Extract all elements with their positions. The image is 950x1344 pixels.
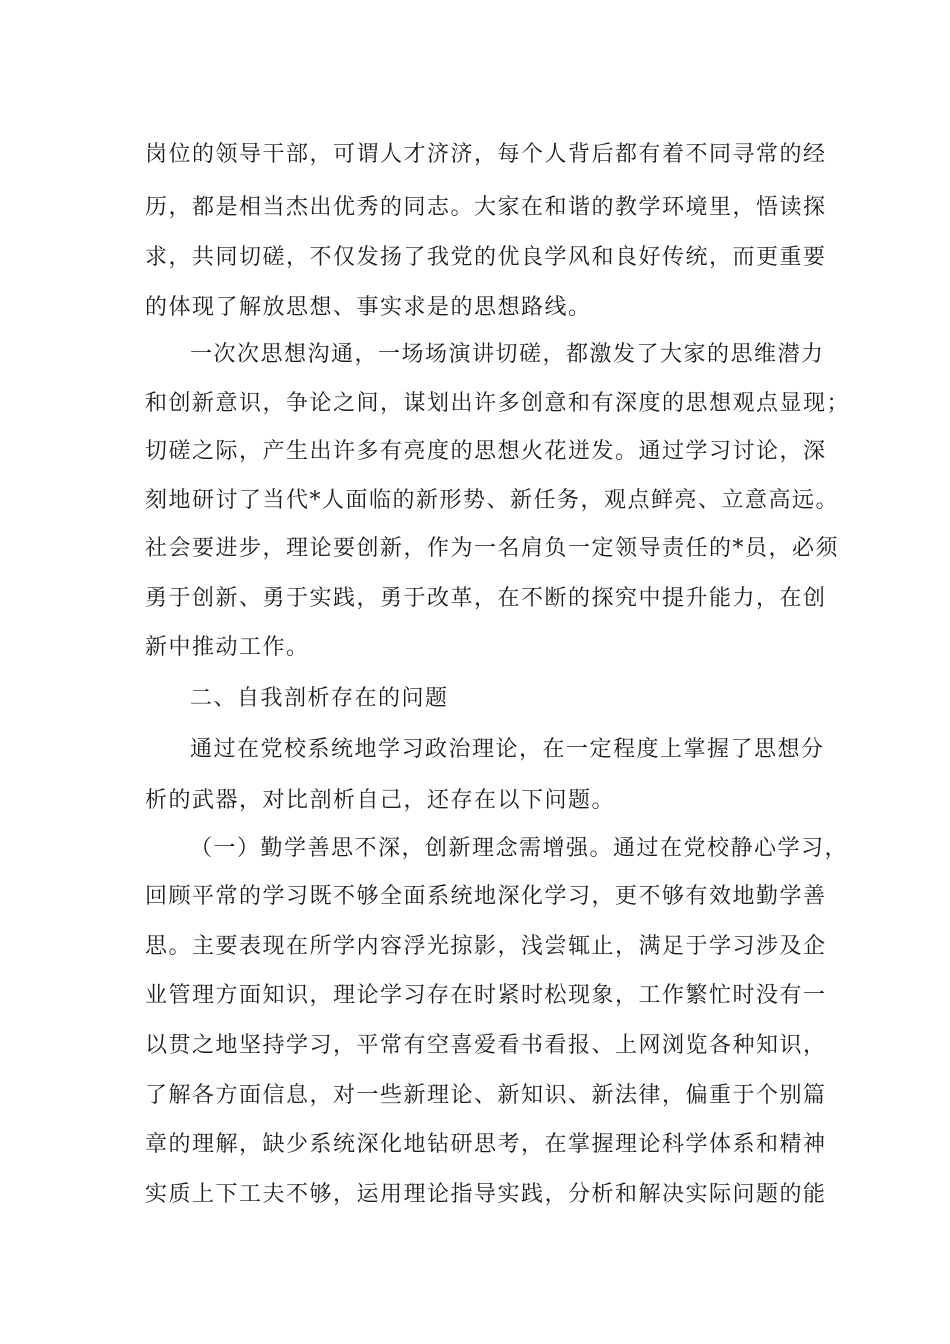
text-line: 切磋之际，产生出许多有亮度的思想火花迸发。通过学习讨论，深	[145, 439, 827, 464]
text-line: 的体现了解放思想、事实求是的思想路线。	[145, 295, 592, 320]
text-line: 了解各方面信息，对一些新理论、新知识、新法律，偏重于个别篇	[145, 1083, 827, 1108]
text-line: 实质上下工夫不够，运用理论指导实践，分析和解决实际问题的能	[145, 1182, 827, 1207]
paragraph-first-line: 通过在党校系统地学习政治理论，在一定程度上掌握了思想分	[190, 737, 825, 762]
text-line: 业管理方面知识，理论学习存在时紧时松现象，工作繁忙时没有一	[145, 983, 827, 1008]
paragraph-first-line: 一次次思想沟通，一场场演讲切磋，都激发了大家的思维潜力	[190, 342, 825, 367]
text-line: 求，共同切磋，不仅发扬了我党的优良学风和良好传统，而更重要	[145, 245, 827, 270]
text-line: 章的理解，缺少系统深化地钻研思考，在掌握理论科学体系和精神	[145, 1132, 827, 1157]
text-line: 刻地研讨了当代*人面临的新形势、新任务，观点鲜亮、立意高远。	[145, 488, 840, 513]
text-line: 岗位的领导干部，可谓人才济济，每个人背后都有着不同寻常的经	[145, 142, 827, 167]
text-line: 新中推动工作。	[145, 635, 310, 660]
text-line: 以贯之地坚持学习，平常有空喜爱看书看报、上网浏览各种知识，	[145, 1033, 827, 1058]
text-line: 析的武器，对比剖析自己，还存在以下问题。	[145, 788, 616, 813]
paragraph-first-line: （一）勤学善思不深，创新理念需增强。通过在党校静心学习，	[190, 836, 849, 861]
section-heading: 二、自我剖析存在的问题	[190, 686, 449, 711]
text-line: 和创新意识，争论之间，谋划出许多创意和有深度的思想观点显现；	[145, 391, 851, 416]
text-line: 勇于创新、勇于实践，勇于改革，在不断的探究中提升能力，在创	[145, 586, 827, 611]
text-line: 历，都是相当杰出优秀的同志。大家在和谐的教学环境里，悟读探	[145, 195, 827, 220]
text-line: 社会要进步，理论要创新，作为一名肩负一定领导责任的*员，必须	[145, 536, 840, 561]
text-line: 思。主要表现在所学内容浮光掠影，浅尝辄止，满足于学习涉及企	[145, 934, 827, 959]
text-line: 回顾平常的学习既不够全面系统地深化学习，更不够有效地勤学善	[145, 884, 827, 909]
